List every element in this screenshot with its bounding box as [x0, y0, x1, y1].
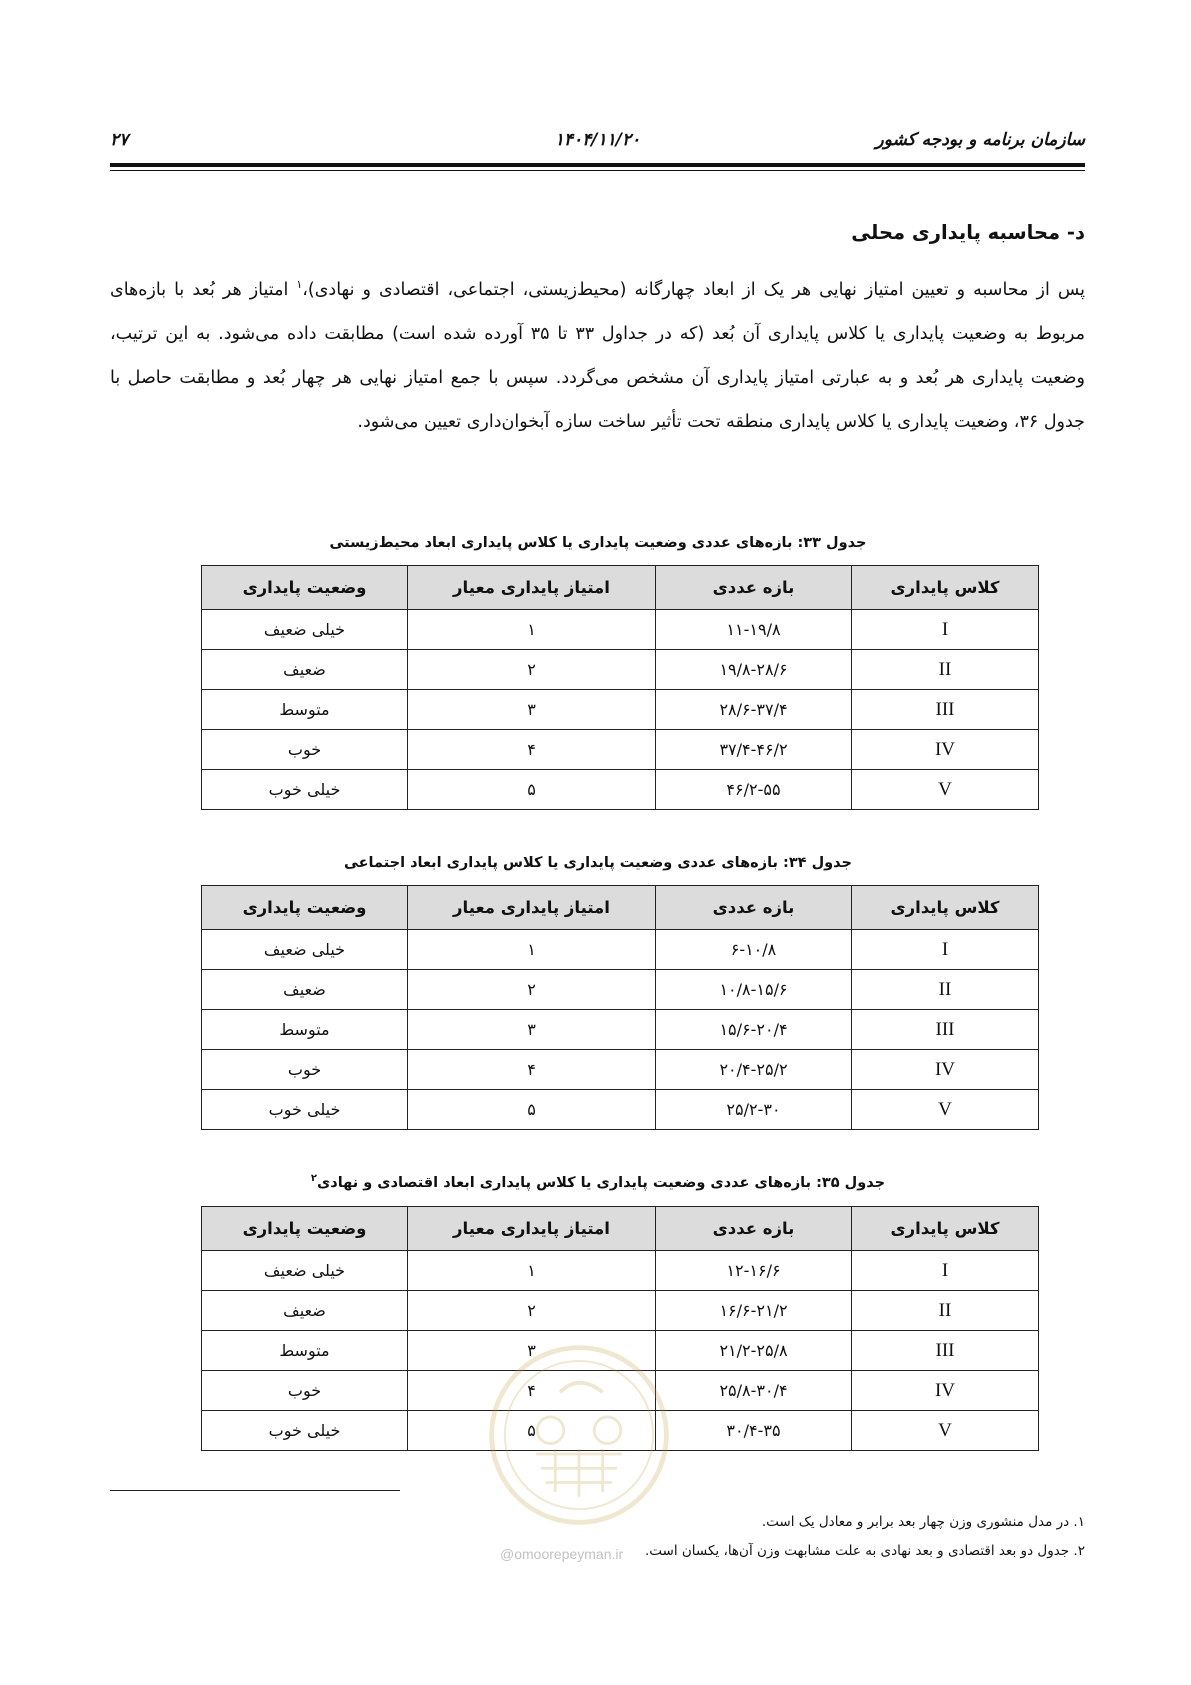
table-row: [202, 1090, 1039, 1130]
class-cell: V: [852, 770, 1039, 810]
header-range: بازه عددی: [656, 886, 852, 930]
class-cell: V: [852, 1411, 1039, 1451]
table-35-caption: [200, 1175, 996, 1191]
table-34-caption: [200, 855, 996, 871]
header-class: کلاس پایداری: [852, 886, 1039, 930]
score-cell: ۲: [408, 970, 656, 1010]
watermark-text: @omoorepeyman.ir: [500, 1546, 624, 1562]
footnotes: [185, 1508, 1085, 1566]
status-cell: متوسط: [202, 690, 408, 730]
score-cell: ۵: [408, 1411, 656, 1451]
table-row: [202, 930, 1039, 970]
status-cell: خیلی ضعیف: [202, 610, 408, 650]
status-cell: متوسط: [202, 1010, 408, 1050]
table-33-caption: [200, 535, 996, 551]
table-row: [202, 1010, 1039, 1050]
table-35-caption-text: جدول ۳۵: بازه‌های عددی وضعیت پایداری یا کلاس پایداری ابعاد اقتصادی و نهادی: [317, 1175, 886, 1191]
footnote-1: ۱. در مدل منشوری وزن چهار بعد برابر و معادل یک است.: [761, 1514, 1085, 1530]
range-cell: ۲۵/۲-۳۰: [656, 1090, 852, 1130]
score-cell: ۱: [408, 1251, 656, 1291]
range-cell: ۳۰/۴-۳۵: [656, 1411, 852, 1451]
class-cell: IV: [852, 1371, 1039, 1411]
footnote-ref-2[interactable]: ۲: [310, 1173, 317, 1185]
range-cell: ۲۸/۶-۳۷/۴: [656, 690, 852, 730]
header-status: وضعیت پایداری: [202, 1207, 408, 1251]
table-row: [202, 690, 1039, 730]
header-rule-thick: [110, 163, 1085, 167]
score-cell: ۳: [408, 1010, 656, 1050]
class-cell: IV: [852, 1050, 1039, 1090]
table-header-row: [202, 1207, 1039, 1251]
class-cell: I: [852, 610, 1039, 650]
class-cell: V: [852, 1090, 1039, 1130]
class-cell: III: [852, 690, 1039, 730]
table-header-row: [202, 566, 1039, 610]
status-cell: خیلی خوب: [202, 770, 408, 810]
status-cell: متوسط: [202, 1331, 408, 1371]
score-cell: ۱: [408, 610, 656, 650]
footnote-2: ۲. جدول دو بعد اقتصادی و بعد نهادی به علت مشابهت وزن آن‌ها، یکسان است.: [644, 1543, 1085, 1559]
header-range: بازه عددی: [656, 1207, 852, 1251]
table-33-caption-text: جدول ۳۳: بازه‌های عددی وضعیت پایداری یا کلاس پایداری ابعاد محیط‌زیستی: [329, 535, 867, 551]
score-cell: ۲: [408, 1291, 656, 1331]
table-row: [202, 1371, 1039, 1411]
status-cell: ضعیف: [202, 1291, 408, 1331]
body-paragraph: [110, 268, 1085, 444]
class-cell: I: [852, 1251, 1039, 1291]
table-row: [202, 1251, 1039, 1291]
status-cell: خیلی خوب: [202, 1090, 408, 1130]
status-cell: ضعیف: [202, 970, 408, 1010]
header-class: کلاس پایداری: [852, 1207, 1039, 1251]
score-cell: ۴: [408, 1371, 656, 1411]
table-row: [202, 1050, 1039, 1090]
class-cell: II: [852, 970, 1039, 1010]
score-cell: ۴: [408, 1050, 656, 1090]
page-number: ۲۷: [110, 130, 129, 150]
class-cell: III: [852, 1010, 1039, 1050]
status-cell: خیلی خوب: [202, 1411, 408, 1451]
header-class: کلاس پایداری: [852, 566, 1039, 610]
table-row: [202, 1331, 1039, 1371]
header-status: وضعیت پایداری: [202, 886, 408, 930]
table-row: [202, 1411, 1039, 1451]
table-header-row: [202, 886, 1039, 930]
range-cell: ۱۵/۶-۲۰/۴: [656, 1010, 852, 1050]
header-date: ۱۴۰۴/۱۱/۲۰: [554, 130, 641, 150]
organization-name: سازمان برنامه و بودجه کشور: [875, 130, 1085, 150]
table-row: [202, 1291, 1039, 1331]
range-cell: ۴۶/۲-۵۵: [656, 770, 852, 810]
page-header: [110, 126, 1085, 154]
range-cell: ۱۱-۱۹/۸: [656, 610, 852, 650]
header-status: وضعیت پایداری: [202, 566, 408, 610]
section-heading: د- محاسبه پایداری محلی: [851, 221, 1085, 244]
footnote-separator: [110, 1490, 400, 1491]
range-cell: ۲۵/۸-۳۰/۴: [656, 1371, 852, 1411]
header-score: امتیاز پایداری معیار: [408, 1207, 656, 1251]
range-cell: ۲۱/۲-۲۵/۸: [656, 1331, 852, 1371]
status-cell: ضعیف: [202, 650, 408, 690]
class-cell: IV: [852, 730, 1039, 770]
score-cell: ۳: [408, 1331, 656, 1371]
table-row: [202, 650, 1039, 690]
score-cell: ۵: [408, 1090, 656, 1130]
table-row: [202, 730, 1039, 770]
paragraph-text-part2: امتیاز هر بُعد با بازه‌های مربوط به وضعیت پایداری یا کلاس پایداری آن بُعد (که در جداول ۳۳ تا ۳۵ آورده شده است) مطابقت داده می‌شود. به این ترتیب، وضعیت پایداری هر بُعد و به عبارتی امتیاز پایداری آن مشخص می‌گردد. سپس با جمع امتیاز نهایی هر چهار بُعد و مطابقت حاصل با جدول ۳۶، وضعیت پایداری یا کلاس پایداری منطقه تحت تأثیر ساخت سازه آبخوان‌داری تعیین می‌شود.: [110, 280, 1085, 432]
range-cell: ۲۰/۴-۲۵/۲: [656, 1050, 852, 1090]
table-34-caption-text: جدول ۳۴: بازه‌های عددی وضعیت پایداری یا کلاس پایداری ابعاد اجتماعی: [343, 855, 852, 871]
table-row: [202, 770, 1039, 810]
score-cell: ۴: [408, 730, 656, 770]
score-cell: ۱: [408, 930, 656, 970]
score-cell: ۳: [408, 690, 656, 730]
score-cell: ۲: [408, 650, 656, 690]
status-cell: خوب: [202, 1050, 408, 1090]
range-cell: ۱۲-۱۶/۶: [656, 1251, 852, 1291]
table-35: [201, 1206, 1039, 1451]
paragraph-text-part1: پس از محاسبه و تعیین امتیاز نهایی هر یک از ابعاد چهارگانه (محیط‌زیستی، اجتماعی، اقتصادی و نهادی)،: [302, 280, 1085, 300]
range-cell: ۱۶/۶-۲۱/۲: [656, 1291, 852, 1331]
status-cell: خیلی ضعیف: [202, 930, 408, 970]
header-range: بازه عددی: [656, 566, 852, 610]
header-score: امتیاز پایداری معیار: [408, 566, 656, 610]
table-33: [201, 565, 1039, 810]
table-row: [202, 610, 1039, 650]
range-cell: ۱۰/۸-۱۵/۶: [656, 970, 852, 1010]
footnote-ref-1[interactable]: ۱: [296, 278, 303, 292]
range-cell: ۶-۱۰/۸: [656, 930, 852, 970]
header-rule-thin: [110, 170, 1085, 171]
class-cell: III: [852, 1331, 1039, 1371]
class-cell: II: [852, 650, 1039, 690]
score-cell: ۵: [408, 770, 656, 810]
table-row: [202, 970, 1039, 1010]
class-cell: II: [852, 1291, 1039, 1331]
table-34: [201, 885, 1039, 1130]
status-cell: خوب: [202, 1371, 408, 1411]
header-score: امتیاز پایداری معیار: [408, 886, 656, 930]
status-cell: خوب: [202, 730, 408, 770]
status-cell: خیلی ضعیف: [202, 1251, 408, 1291]
range-cell: ۱۹/۸-۲۸/۶: [656, 650, 852, 690]
range-cell: ۳۷/۴-۴۶/۲: [656, 730, 852, 770]
class-cell: I: [852, 930, 1039, 970]
